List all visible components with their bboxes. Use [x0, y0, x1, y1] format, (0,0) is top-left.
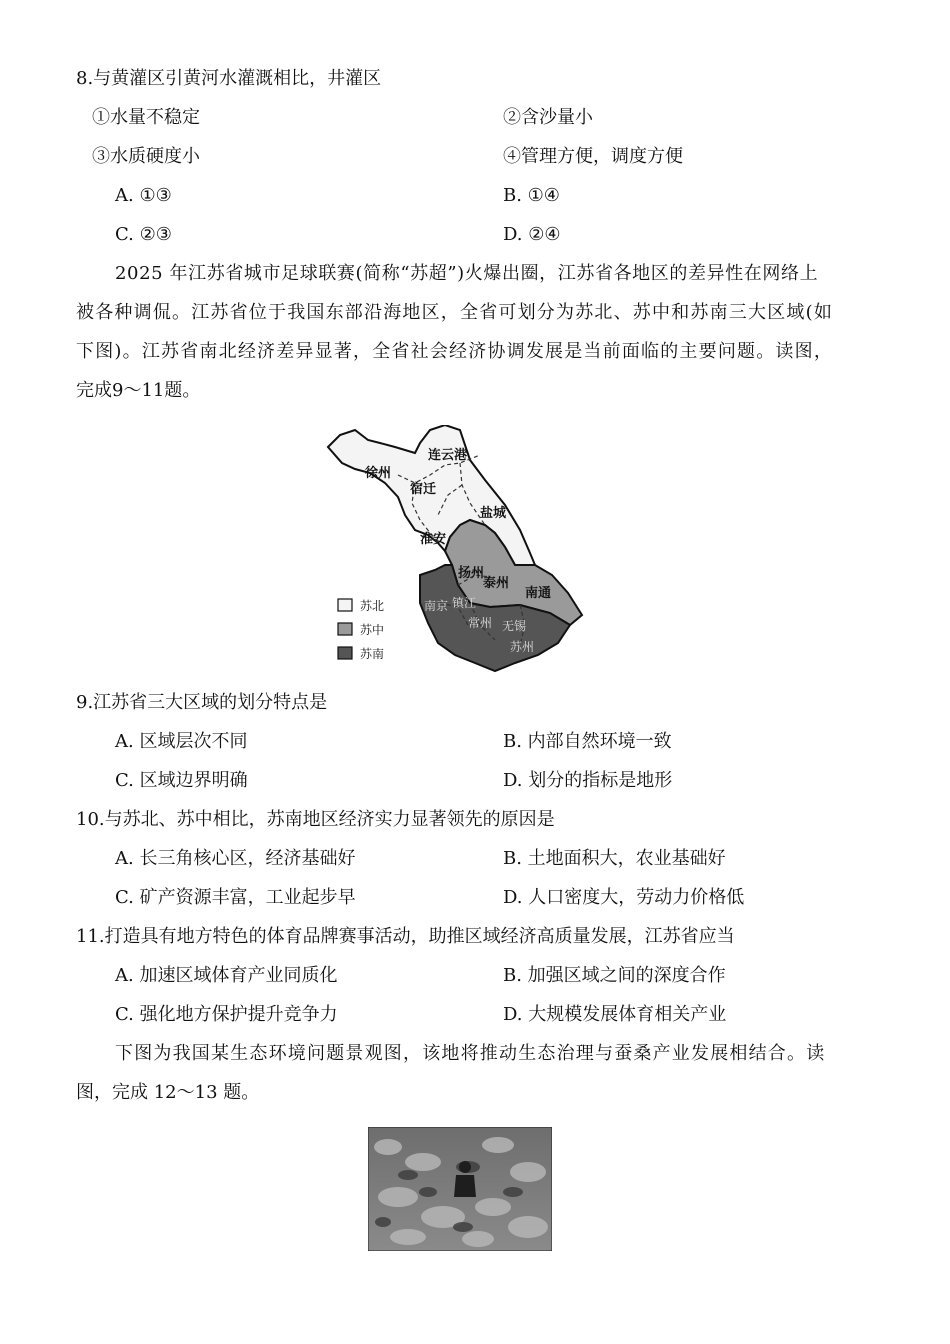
legend-label-sunan: 苏南 [360, 647, 385, 661]
map-label-huaian: 淮安 [420, 532, 447, 547]
q8-option-a: A. ①③ [115, 185, 172, 206]
q8-option-c: C. ②③ [115, 224, 172, 245]
legend-swatch-subei [338, 599, 352, 611]
q10-option-d: D. 人口密度大，劳动力价格低 [503, 887, 745, 908]
q11-option-c: C. 强化地方保护提升竞争力 [115, 1004, 338, 1025]
question-11-stem: 11.打造具有地方特色的体育品牌赛事活动，助推区域经济高质量发展，江苏省应当 [76, 926, 735, 947]
material1-line-1: 2025 年江苏省城市足球联赛(简称“苏超”)火爆出圈，江苏省各地区的差异性在网络上 [115, 263, 819, 284]
q8-option-d: D. ②④ [503, 224, 561, 245]
material1-line-2: 被各种调侃。江苏省位于我国东部沿海地区，全省可划分为苏北、苏中和苏南三大区域(如 [76, 302, 834, 323]
map-label-suzhou: 苏州 [510, 640, 535, 654]
map-label-nantong: 南通 [525, 586, 552, 601]
map-label-suqian: 宿迁 [410, 482, 437, 497]
map-label-zhenjiang: 镇江 [452, 596, 477, 610]
q9-option-c: C. 区域边界明确 [115, 770, 248, 791]
question-10-stem: 10.与苏北、苏中相比，苏南地区经济实力显著领先的原因是 [76, 809, 555, 830]
material1-line-3: 下图)。江苏省南北经济差异显著，全省社会经济协调发展是当前面临的主要问题。读图， [76, 341, 834, 362]
question-9-stem: 9.江苏省三大区域的划分特点是 [76, 692, 328, 713]
q9-option-b: B. 内部自然环境一致 [503, 731, 672, 752]
q11-option-b: B. 加强区域之间的深度合作 [503, 965, 726, 986]
material2-line-2: 图，完成 12～13 题。 [76, 1082, 260, 1103]
legend-label-subei: 苏北 [360, 599, 385, 613]
q8-item-3: ③水质硬度小 [92, 146, 200, 167]
jiangsu-region-map [320, 425, 585, 677]
map-label-lianyungang: 连云港 [428, 448, 468, 463]
q10-option-c: C. 矿产资源丰富，工业起步早 [115, 887, 356, 908]
q10-option-a: A. 长三角核心区，经济基础好 [115, 848, 356, 869]
q8-item-2: ②含沙量小 [503, 107, 593, 128]
q8-item-1: ①水量不稳定 [92, 107, 200, 128]
question-8-stem: 8.与黄灌区引黄河水灌溉相比，井灌区 [76, 68, 382, 89]
map-label-wuxi: 无锡 [502, 619, 527, 633]
map-label-nanjing: 南京 [424, 599, 449, 613]
q11-option-d: D. 大规模发展体育相关产业 [503, 1004, 727, 1025]
material2-line-1: 下图为我国某生态环境问题景观图，该地将推动生态治理与蚕桑产业发展相结合。读 [115, 1043, 826, 1064]
q9-option-a: A. 区域层次不同 [115, 731, 248, 752]
map-label-xuzhou: 徐州 [365, 466, 392, 481]
legend-swatch-suzhong [338, 623, 352, 635]
legend-swatch-sunan [338, 647, 352, 659]
map-label-yangzhou: 扬州 [458, 566, 485, 581]
landscape-photo [368, 1127, 552, 1251]
q8-item-4: ④管理方便，调度方便 [503, 146, 683, 167]
material1-line-4: 完成9～11题。 [76, 380, 201, 401]
map-label-taizhou: 泰州 [483, 576, 510, 591]
q11-option-a: A. 加速区域体育产业同质化 [115, 965, 338, 986]
q8-option-b: B. ①④ [503, 185, 560, 206]
q9-option-d: D. 划分的指标是地形 [503, 770, 673, 791]
map-label-yancheng: 盐城 [480, 506, 507, 521]
q10-option-b: B. 土地面积大，农业基础好 [503, 848, 726, 869]
map-label-changzhou: 常州 [468, 616, 493, 630]
map-legend [338, 599, 384, 661]
legend-label-suzhong: 苏中 [360, 623, 385, 637]
